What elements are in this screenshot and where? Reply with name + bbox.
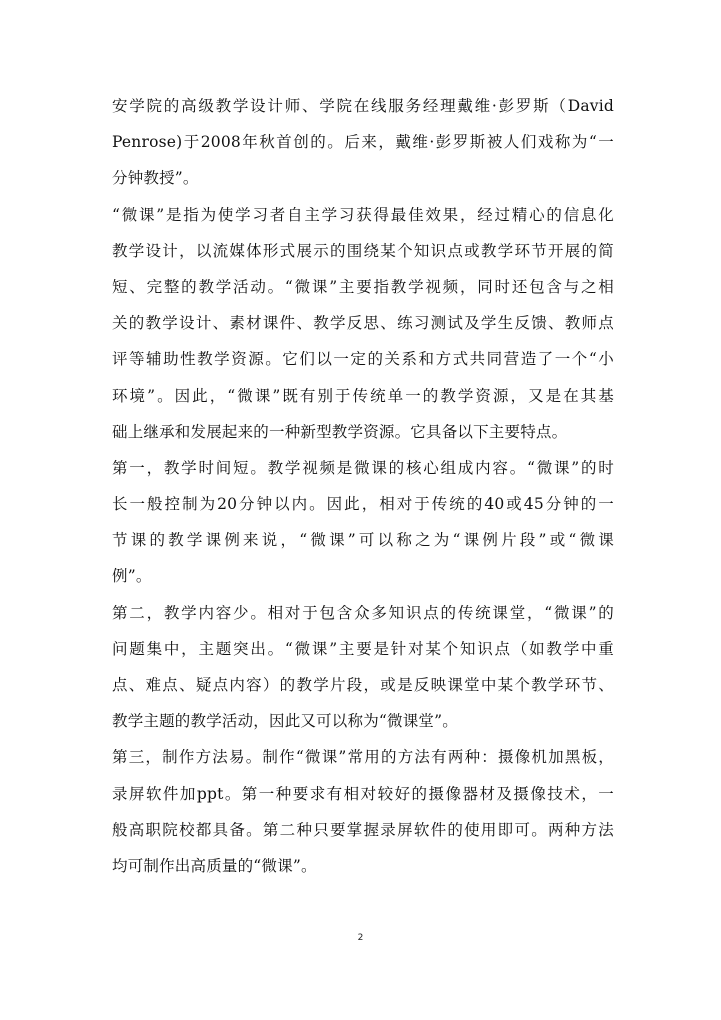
page-number: 2 (357, 933, 364, 943)
text-line: 点、难点、疑点内容）的教学片段，或是反映课堂中某个教学环节、 (112, 676, 614, 694)
text-line: 短、完整的教学活动。“微课”主要指教学视频，同时还包含与之相 (112, 277, 614, 296)
text-line: 般高职院校都具备。第二种只要掌握录屏软件的使用即可。两种方法 (112, 820, 614, 839)
text-line: 长一般控制为20分钟以内。因此，相对于传统的40或45分钟的一 (112, 495, 614, 514)
text-line: 第三，制作方法易。制作“微课”常用的方法有两种：摄像机加黑板， (112, 748, 614, 767)
text-line: 节课的教学课例来说，“微课”可以称之为“课例片段”或“微课 (112, 531, 614, 550)
text-line: 教学设计，以流媒体形式展示的围绕某个知识点或教学环节开展的简 (112, 241, 614, 260)
text-line: 均可制作出高质量的“微课”。 (112, 856, 317, 875)
body-text (112, 88, 614, 884)
text-line: 安学院的高级教学设计师、学院在线服务经理戴维·彭罗斯（David (112, 97, 614, 115)
text-line: 评等辅助性教学资源。它们以一定的关系和方式共同营造了一个“小 (112, 350, 614, 369)
text-line: 第一，教学时间短。教学视频是微课的核心组成内容。“微课”的时 (112, 458, 614, 477)
text-line: “微课”是指为使学习者自主学习获得最佳效果，经过精心的信息化 (112, 205, 614, 224)
text-line: Penrose)于2008年秋首创的。后来，戴维·彭罗斯被人们戏称为“一 (112, 133, 614, 152)
text-line: 分钟教授”。 (112, 169, 199, 188)
text-line: 础上继承和发展起来的一种新型教学资源。它具备以下主要特点。 (112, 422, 568, 441)
text-line: 教学主题的教学活动，因此又可以称为“微课堂”。 (112, 712, 458, 731)
text-line: 第二，教学内容少。相对于包含众多知识点的传统课堂，“微课”的 (112, 603, 614, 622)
text-line: 关的教学设计、素材课件、教学反思、练习测试及学生反馈、教师点 (112, 314, 614, 333)
text-line: 环境”。因此，“微课”既有别于传统单一的教学资源，又是在其基 (112, 386, 614, 405)
text-line: 问题集中，主题突出。“微课”主要是针对某个知识点（如教学中重 (112, 639, 614, 658)
text-line: 例”。 (112, 567, 152, 586)
text-line: 录屏软件加ppt。第一种要求有相对较好的摄像器材及摄像技术，一 (112, 784, 614, 803)
